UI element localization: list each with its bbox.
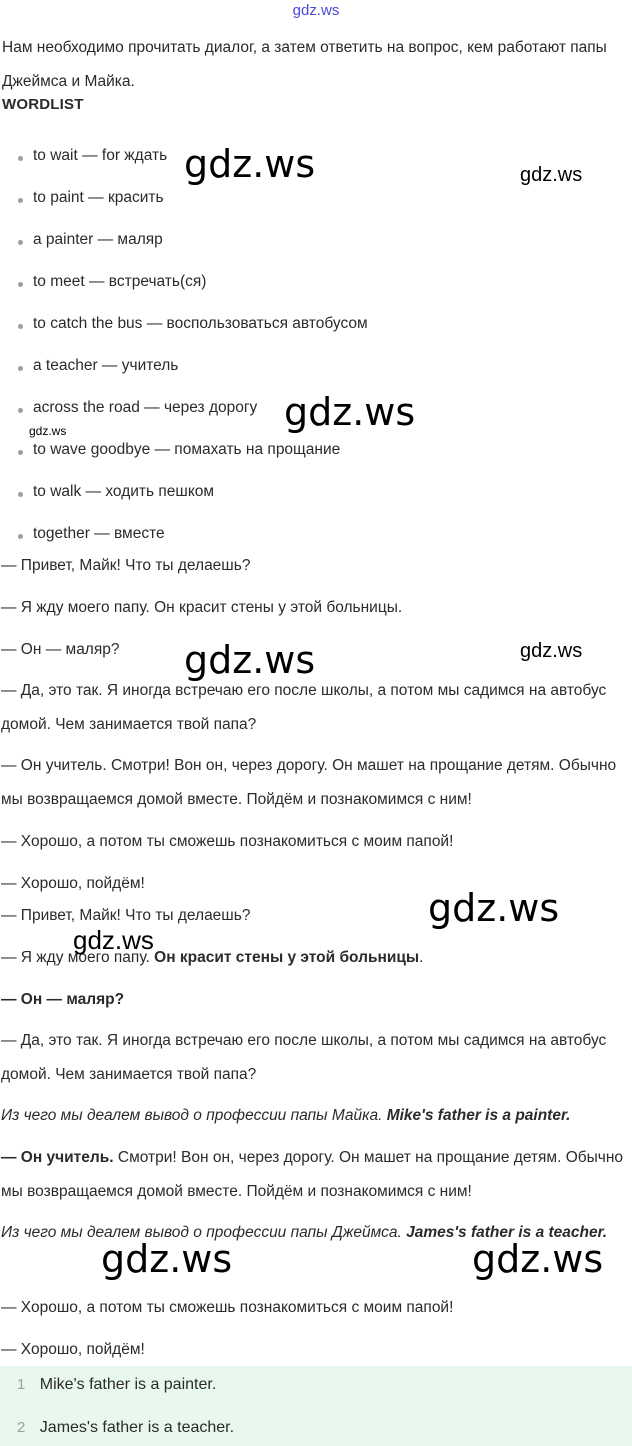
conclusion-answer: Mike's father is a painter. <box>386 1107 571 1124</box>
wordlist-item: across the road — через дорогу <box>33 399 258 416</box>
analysis-text: . <box>419 949 424 966</box>
watermark: gdz.ws <box>184 638 316 682</box>
dialog-line: — Привет, Майк! Что ты делаешь? <box>1 557 251 574</box>
conclusion-mike <box>1 1106 570 1126</box>
conclusion-text: Из чего мы деалем вывод о профессии папы Майка. <box>1 1107 387 1124</box>
watermark: gdz.ws <box>73 925 154 955</box>
bullet-icon <box>18 492 23 497</box>
analysis-highlight: Он красит стены у этой больницы <box>154 949 420 966</box>
watermark: gdz.ws <box>184 142 316 186</box>
wordlist-item: to wave goodbye — помахать на прощание <box>33 441 341 458</box>
header-watermark: gdz.ws <box>292 2 340 19</box>
answer-number: 1 <box>17 1376 26 1393</box>
dialog-line: — Хорошо, пойдём! <box>1 875 145 892</box>
wordlist-item: to paint — красить <box>33 189 164 206</box>
dialog-line: — Да, это так. Я иногда встречаю его после школы, а потом мы садимся на автобус домой. Чем занимается твой папа? <box>1 682 607 733</box>
dialog-line: — Хорошо, а потом ты сможешь познакомиться с моим папой! <box>1 833 454 850</box>
answer-item <box>17 1419 234 1437</box>
wordlist-item: to meet — встречать(ся) <box>33 273 207 290</box>
watermark: gdz.ws <box>472 1237 604 1281</box>
bullet-icon <box>18 366 23 371</box>
analysis-line <box>1 1141 625 1209</box>
bullet-icon <box>18 534 23 539</box>
analysis-line: — Хорошо, пойдём! <box>1 1341 145 1358</box>
analysis-text: Смотри! Вон он, через дорогу. Он машет на прощание детям. Обычно мы возвращаемся домой вместе. Пойдём и познакомимся с ним! <box>1 1149 624 1200</box>
analysis-line: — Хорошо, а потом ты сможешь познакомиться с моим папой! <box>1 1299 454 1316</box>
bullet-icon <box>18 408 23 413</box>
answer-item <box>17 1376 216 1394</box>
analysis-highlight: — Он — маляр? <box>1 991 125 1008</box>
watermark: gdz.ws <box>520 640 583 662</box>
dialog-line: — Он учитель. Смотри! Вон он, через дорогу. Он машет на прощание детям. Обычно мы возвращаемся домой вместе. Пойдём и познакомимся с ним! <box>1 757 617 808</box>
dialog-line: — Я жду моего папу. Он красит стены у этой больницы. <box>1 599 403 616</box>
bullet-icon <box>18 450 23 455</box>
wordlist-item: to wait — for ждать <box>33 147 168 164</box>
watermark: gdz.ws <box>29 424 67 438</box>
answers-panel <box>0 1366 632 1446</box>
analysis-text: — Я жду моего папу. <box>1 949 155 966</box>
analysis-highlight: — Он учитель. <box>1 1149 114 1166</box>
wordlist-item: a teacher — учитель <box>33 357 179 374</box>
watermark: gdz.ws <box>284 390 416 434</box>
answer-number: 2 <box>17 1419 26 1436</box>
analysis-line: — Да, это так. Я иногда встречаю его после школы, а потом мы садимся на автобус домой. Чем занимается твой папа? <box>1 1032 607 1083</box>
wordlist-item: together — вместе <box>33 525 165 542</box>
wordlist-item: to walk — ходить пешком <box>33 483 215 500</box>
wordlist-item: to catch the bus — воспользоваться автобусом <box>33 315 368 332</box>
watermark: gdz.ws <box>101 1237 233 1281</box>
bullet-icon <box>18 156 23 161</box>
task-intro: Нам необходимо прочитать диалог, а затем ответить на вопрос, кем работают папы Джеймса и Майка. <box>2 39 607 90</box>
bullet-icon <box>18 240 23 245</box>
watermark: gdz.ws <box>428 886 560 930</box>
bullet-icon <box>18 324 23 329</box>
bullet-icon <box>18 282 23 287</box>
conclusion-text: Из чего мы деалем вывод о профессии папы Джеймса. <box>1 1224 407 1241</box>
watermark: gdz.ws <box>520 164 583 186</box>
bullet-icon <box>18 198 23 203</box>
analysis-line <box>1 948 423 968</box>
wordlist-item: a painter — маляр <box>33 231 163 248</box>
wordlist-heading: WORDLIST <box>2 96 84 113</box>
analysis-line: — Привет, Майк! Что ты делаешь? <box>1 907 251 924</box>
conclusion-answer: James's father is a teacher. <box>406 1224 608 1241</box>
dialog-line: — Он — маляр? <box>1 641 120 658</box>
answer-text: James's father is a teacher. <box>39 1419 235 1436</box>
answer-text: Mike's father is a painter. <box>39 1376 217 1393</box>
